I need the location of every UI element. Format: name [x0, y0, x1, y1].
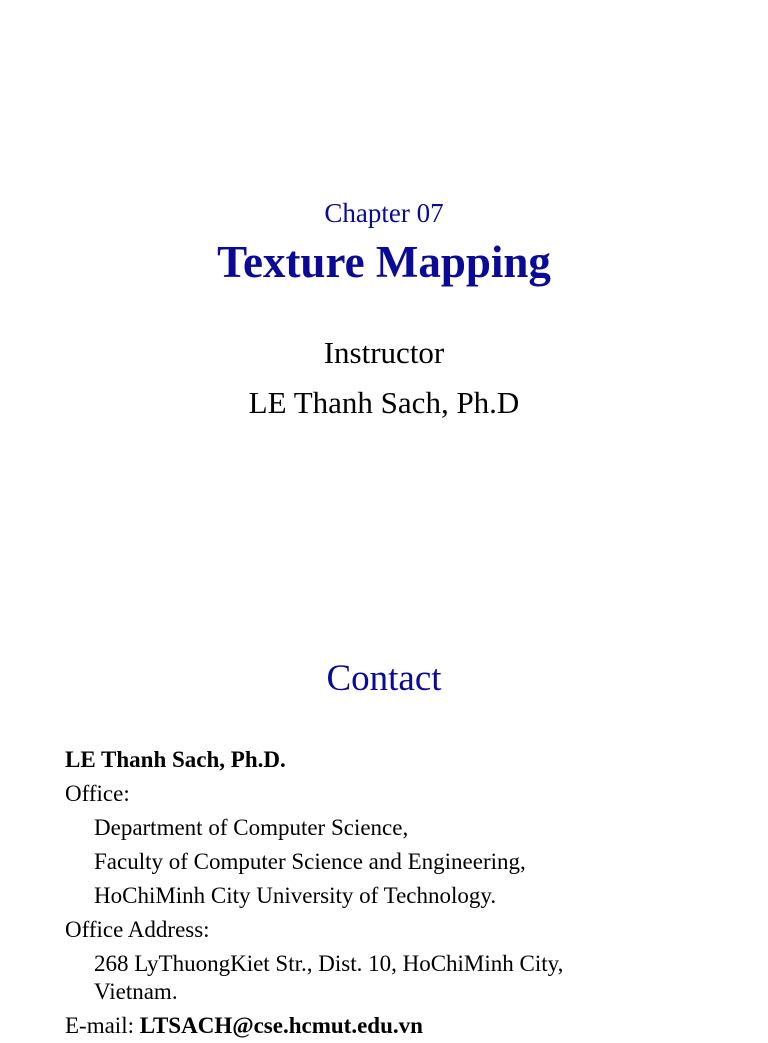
- contact-slide: [0, 580, 768, 1038]
- chapter-title: Texture Mapping: [217, 237, 551, 287]
- contact-heading: Contact: [326, 658, 442, 699]
- office-label: Office:: [65, 781, 130, 806]
- contact-name: LE Thanh Sach, Ph.D.: [65, 747, 286, 772]
- email-link[interactable]: LTSACH@cse.hcmut.edu.vn: [139, 1013, 423, 1038]
- office-line-department: Department of Computer Science,: [94, 815, 409, 840]
- instructor-name: LE Thanh Sach, Ph.D: [248, 385, 520, 420]
- chapter-label: Chapter 07: [324, 198, 444, 228]
- office-line-faculty: Faculty of Computer Science and Engineering,: [94, 849, 526, 874]
- instructor-label: Instructor: [323, 335, 445, 370]
- office-address-line-2: Vietnam.: [94, 979, 178, 1004]
- office-address: [65, 947, 745, 1009]
- office-line-university: HoChiMinh City University of Technology.: [94, 883, 497, 908]
- office-address-line-1: 268 LyThuongKiet Str., Dist. 10, HoChiMinh City,: [94, 951, 564, 976]
- email-line: [65, 1009, 745, 1043]
- email-label: E-mail:: [65, 1013, 134, 1038]
- office-address-label: Office Address:: [65, 917, 210, 942]
- contact-details: [65, 743, 745, 1043]
